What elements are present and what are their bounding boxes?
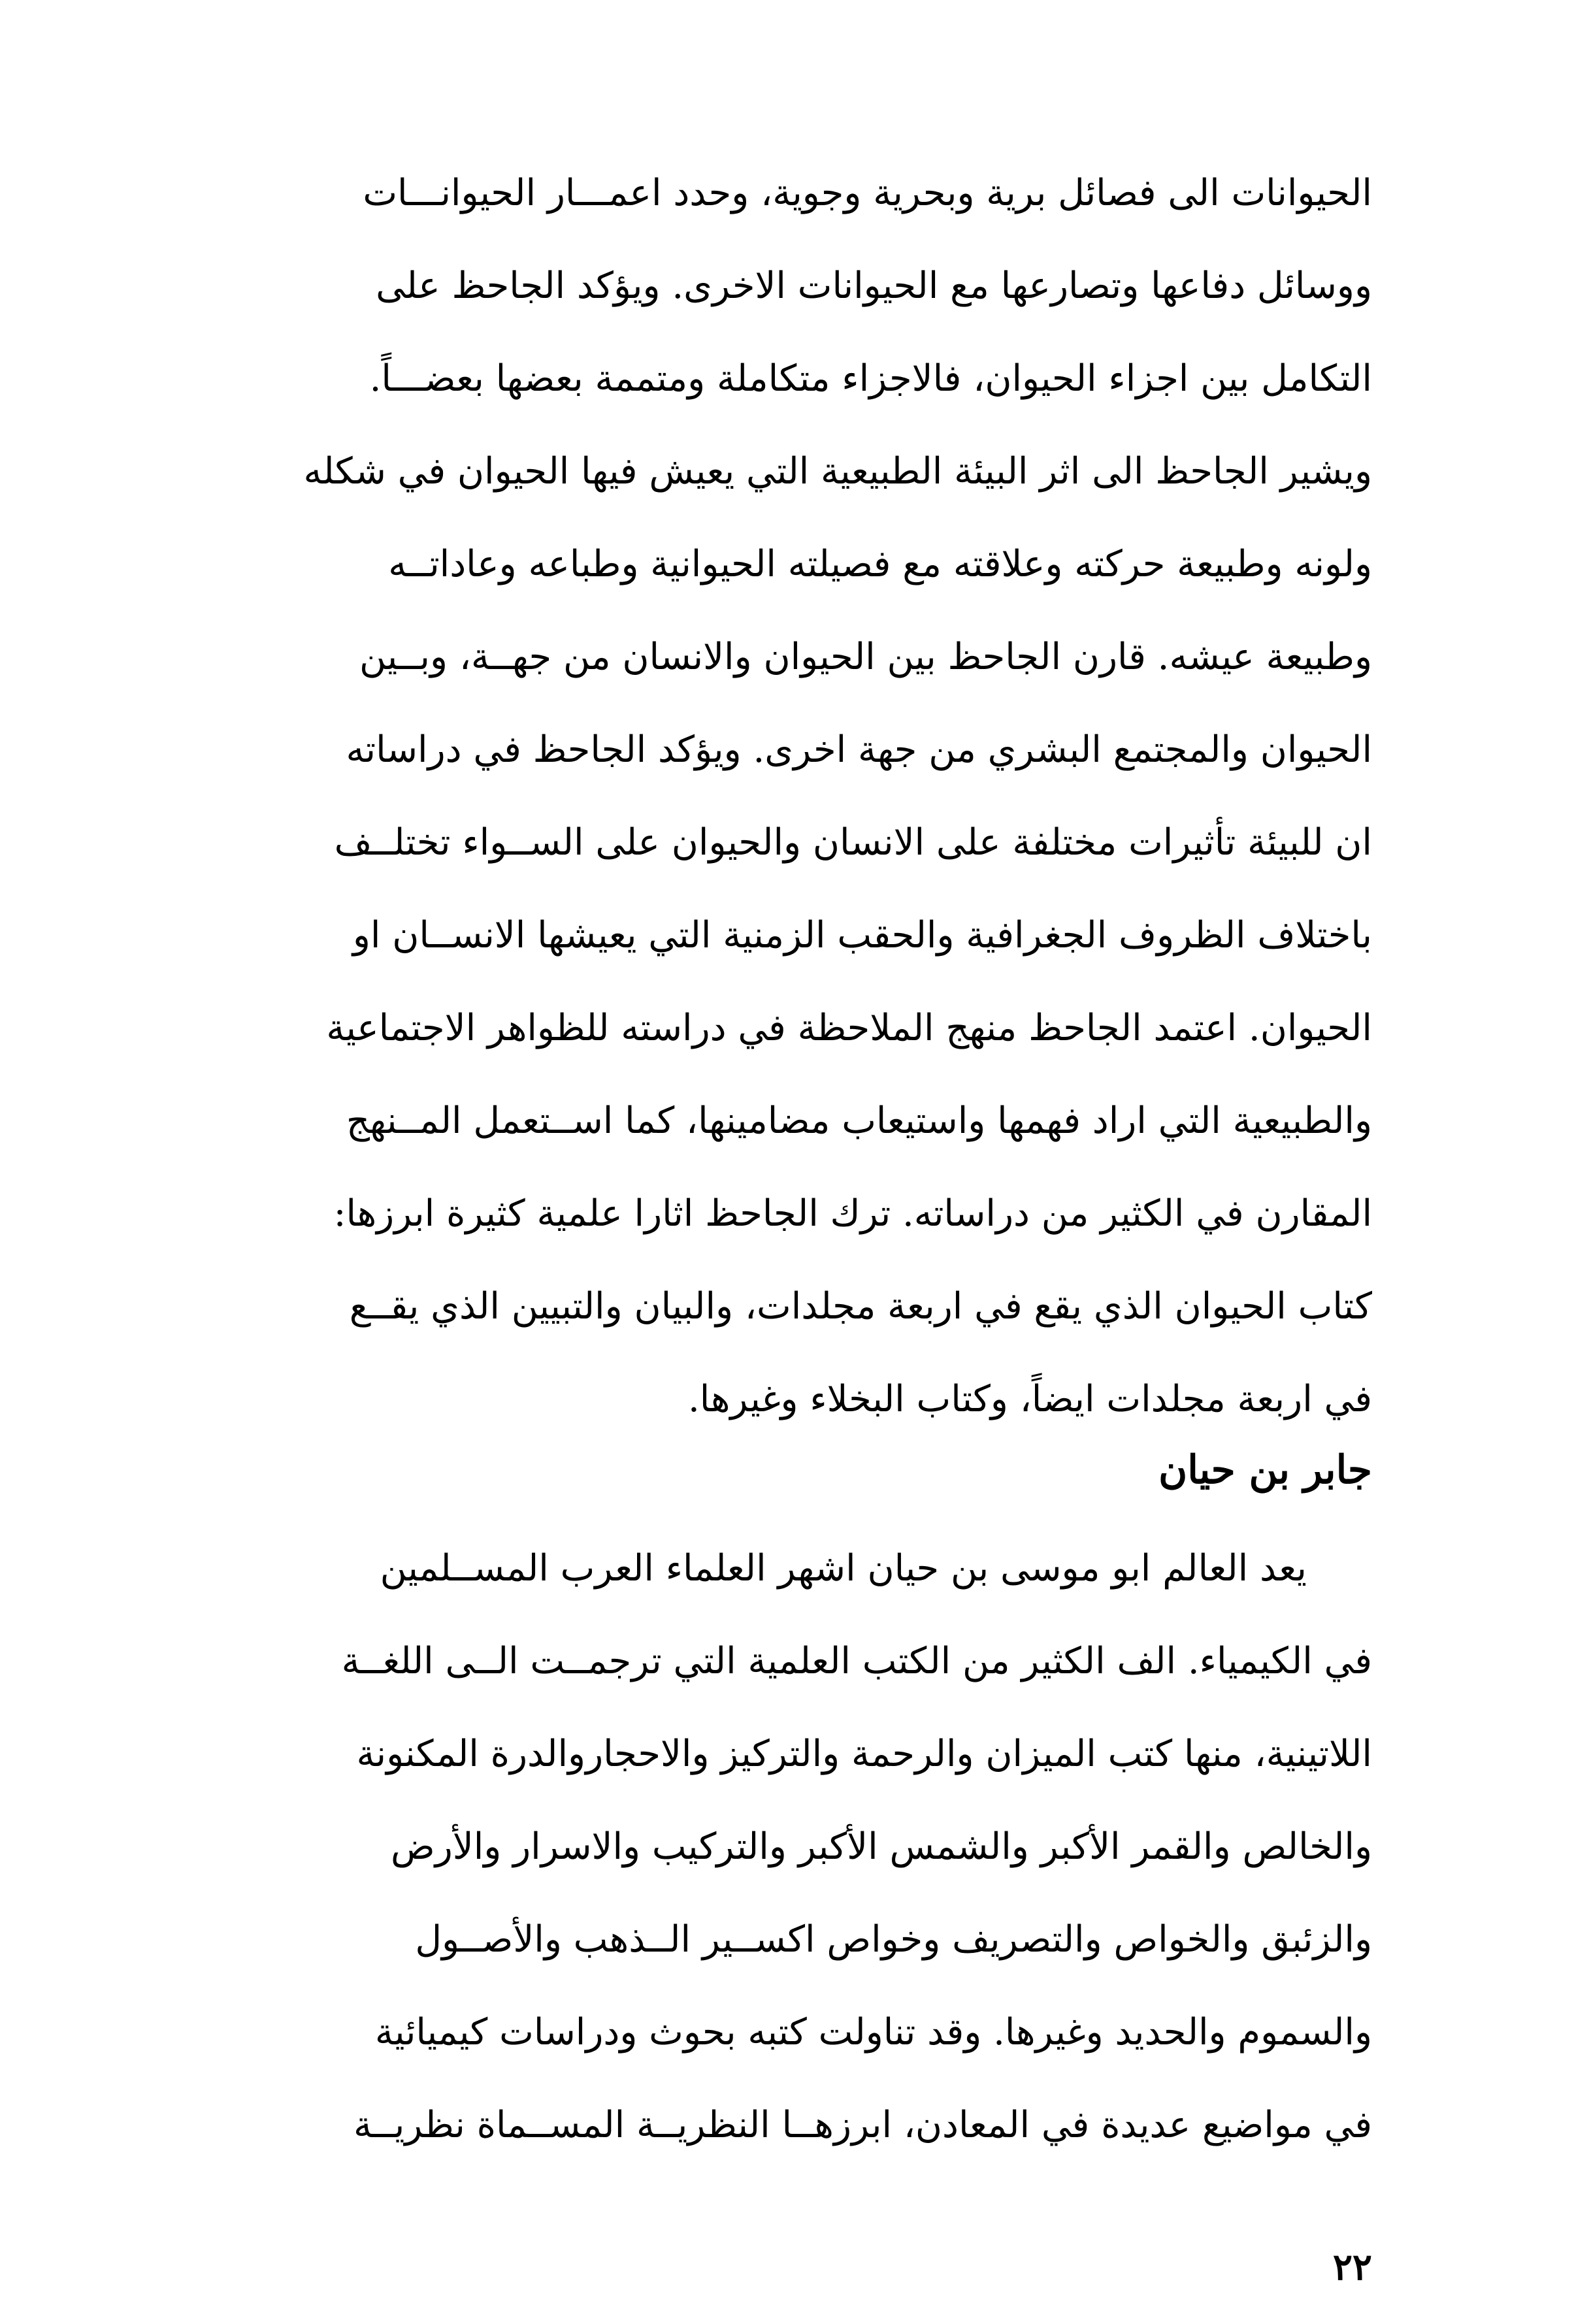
text-line: المقارن في الكثير من دراساته. ترك الجاحظ اثارا علمية كثيرة ابرزها: — [333, 1192, 1372, 1235]
text-line: الحيوانات الى فصائل برية وبحرية وجوية، وحدد اعمـــار الحيوانـــات — [363, 172, 1372, 214]
paragraph-jahiz — [216, 147, 1372, 1446]
section-heading: جابر بن حيان — [1158, 1447, 1372, 1493]
text-line: والخالص والقمر الأكبر والشمس الأكبر والتركيب والاسرار والأرض — [391, 1825, 1372, 1868]
text-line: اللاتينية، منها كتب الميزان والرحمة والتركيز والاحجاروالدرة المكنونة — [356, 1733, 1372, 1775]
text-line: والطبيعية التي اراد فهمها واستيعاب مضامينها، كما اســتعمل المــنهج — [346, 1100, 1372, 1142]
text-line: ولونه وطبيعة حركته وعلاقته مع فصيلته الحيوانية وطباعه وعاداتــه — [388, 543, 1372, 585]
text-line: الحيوان. اعتمد الجاحظ منهج الملاحظة في دراسته للظواهر الاجتماعية — [326, 1007, 1372, 1049]
text-line: ان للبيئة تأثيرات مختلفة على الانسان والحيوان على الســواء تختلــف — [334, 821, 1372, 864]
paragraph-jabir — [216, 1522, 1372, 2172]
text-line: في اربعة مجلدات ايضاً، وكتاب البخلاء وغيرها. — [688, 1378, 1372, 1420]
text-line: ووسائل دفاعها وتصارعها مع الحيوانات الاخرى. ويؤكد الجاحظ على — [376, 265, 1372, 307]
text-line: كتاب الحيوان الذي يقع في اربعة مجلدات، والبيان والتبيين الذي يقــع — [349, 1285, 1372, 1328]
text-line: باختلاف الظروف الجغرافية والحقب الزمنية التي يعيشها الانســان او — [352, 914, 1372, 957]
text-line: يعد العالم ابو موسى بن حيان اشهر العلماء العرب المســلمين — [380, 1547, 1307, 1590]
text-line: الحيوان والمجتمع البشري من جهة اخرى. ويؤكد الجاحظ في دراساته — [346, 728, 1372, 771]
text-line: والزئبق والخواص والتصريف وخواص اكســير الــذهب والأصــول — [415, 1918, 1372, 1961]
text-line: ويشير الجاحظ الى اثر البيئة الطبيعية التي يعيش فيها الحيوان في شكله — [303, 450, 1372, 493]
text-line: وطبيعة عيشه. قارن الجاحظ بين الحيوان والانسان من جهــة، وبــين — [359, 636, 1372, 678]
text-line: التكامل بين اجزاء الحيوان، فالاجزاء متكاملة ومتممة بعضها بعضـــاً. — [369, 357, 1372, 400]
text-line: والسموم والحديد وغيرها. وقد تناولت كتبه بحوث ودراسات كيميائية — [374, 2011, 1372, 2054]
text-line: في الكيمياء. الف الكثير من الكتب العلمية التي ترجمــت الــى اللغــة — [341, 1640, 1372, 1682]
text-line: في مواضيع عديدة في المعادن، ابرزهــا النظريــة المســماة نظريــة — [353, 2104, 1372, 2146]
page-number: ٢٢ — [1332, 2246, 1372, 2289]
